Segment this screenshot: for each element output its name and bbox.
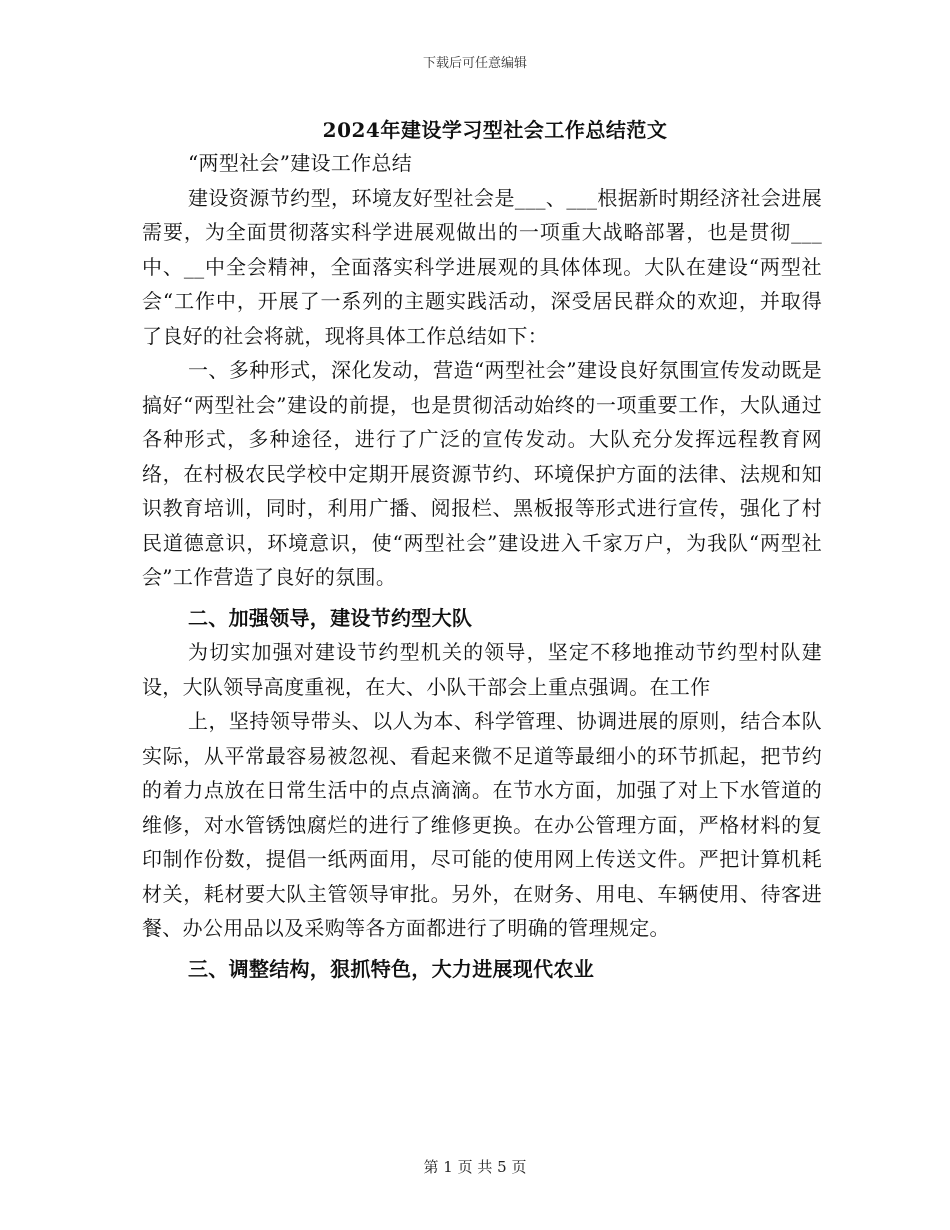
page-header-note: 下载后可任意编辑	[422, 56, 527, 71]
paragraph-section-2b: 上，坚持领导带头、以人为本、科学管理、协调进展的原则，结合本队实际，从平常最容易被忽视、看起来微不足道等最细小的环节抓起，把节约的着力点放在日常生活中的点点滴滴。在节水方面，加强了对上下水管道的维修，对水管锈蚀腐烂的进行了维修更换。在办公管理方面，严格材料的复印制作份数，提倡一纸两面用，尽可能的使用网上传送文件。严把计算机耗材关，耗材要大队主管领导审批。另外，在财务、用电、车辆使用、待客进餐、办公用品以及采购等各方面都进行了明确的管理规定。	[142, 709, 822, 940]
section-heading-2: 二、加强领导，建设节约型大队	[188, 605, 473, 630]
paragraph-section-1: 一、多种形式，深化发动，营造“两型社会”建设良好氛围宣传发动既是搞好“两型社会”建设的前提，也是贯彻活动始终的一项重要工作，大队通过各种形式，多种途径，进行了广泛的宣传发动。大队充分发挥远程教育网络，在村极农民学校中定期开展资源节约、环境保护方面的法律、法规和知识教育培训，同时，利用广播、阅报栏、黑板报等形式进行宣传，强化了村民道德意识，环境意识，使“两型社会”建设进入千家万户，为我队“两型社会”工作营造了良好的氛围。	[142, 358, 822, 589]
paragraph-intro: 建设资源节约型，环境友好型社会是___、___根据新时期经济社会进展需要，为全面贯彻落实科学进展观做出的一项重大战略部署，也是贯彻___中、__中全会精神，全面落实科学进展观的具体体现。大队在建设“两型社会“工作中，开展了一系列的主题实践活动，深受居民群众的欢迎，并取得了良好的社会将就，现将具体工作总结如下：	[142, 185, 822, 348]
document-body	[142, 146, 822, 986]
paragraph-section-2a: 为切实加强对建设节约型机关的领导，坚定不移地推动节约型村队建设，大队领导高度重视，在大、小队干部会上重点强调。在工作	[142, 640, 822, 699]
document-title: 2024年建设学习型社会工作总结范文	[322, 118, 668, 142]
document-subtitle: “两型社会”建设工作总结	[188, 151, 413, 175]
page-number: 第 1 页 共 5 页	[423, 1158, 527, 1176]
section-heading-3: 三、调整结构，狠抓特色，大力进展现代农业	[188, 956, 594, 981]
